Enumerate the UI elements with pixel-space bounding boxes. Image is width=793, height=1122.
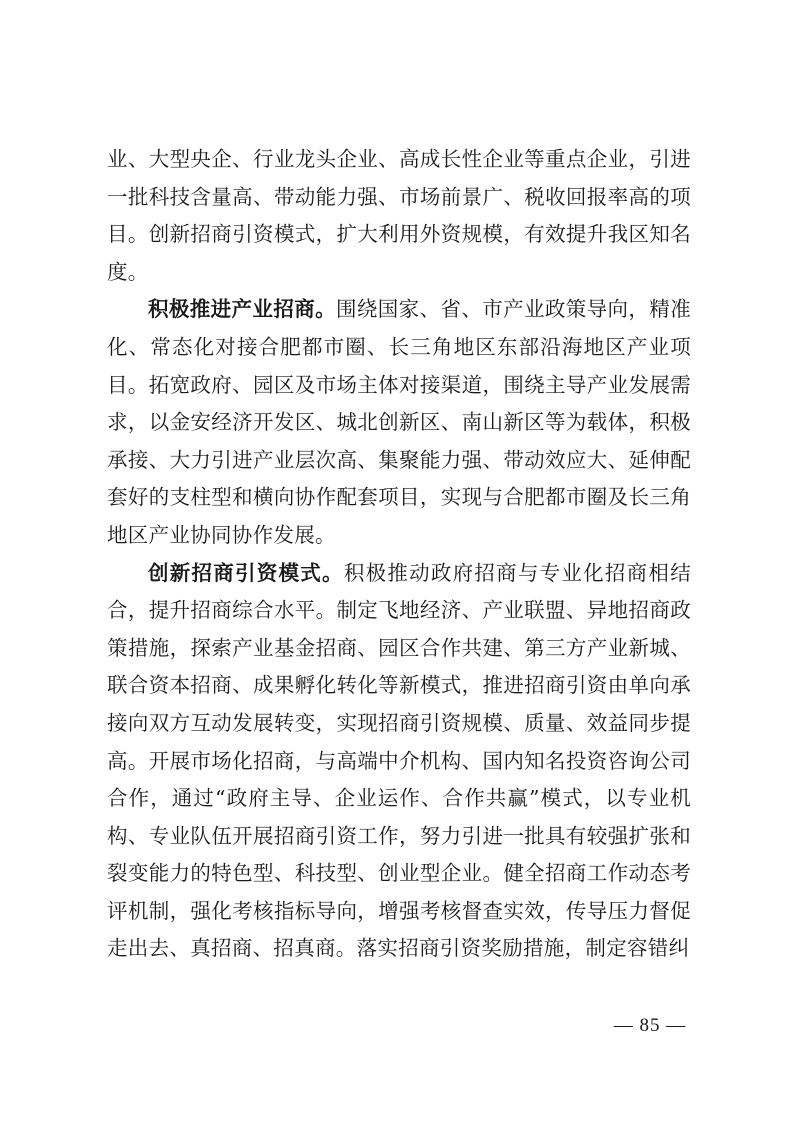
paragraph-text: 业、大型央企、行业龙头企业、高成长性企业等重点企业，引进一批科技含量高、带动能力强、市场前景广、税收回报率高的项目。创新招商引资模式，扩大利用外资规模，有效提升我区知名度。 — [107, 147, 691, 284]
paragraph-text: 积极推动政府招商与专业化招商相结合，提升招商综合水平。制定飞地经济、产业联盟、异地招商政策措施，探索产业基金招商、园区合作共建、第三方产业新城、联合资本招商、成果孵化转化等新模式，推进招商引资由单向承接向双方互动发展转变，实现招商引资规模、质量、效益同步提高。开展市场化招商，与高端中介机构、国内知名投资咨询公司合作，通过“政府主导、企业运作、合作共赢”模式，以专业机构、专业队伍开展招商引资工作，努力引进一批具有较强扩张和裂变能力的特色型、科技型、创业型企业。健全招商工作动态考评机制，强化考核指标导向，增强考核督查实效，传导压力督促走出去、真招商、招真商。落实招商引资奖励措施，制定容错纠 — [107, 560, 691, 961]
body-text — [107, 141, 691, 968]
paragraph-lead-heading: 创新招商引资模式。 — [148, 560, 344, 585]
paragraph-investment-model — [107, 555, 691, 969]
paragraph-text: 围绕国家、省、市产业政策导向，精准化、常态化对接合肥都市圈、长三角地区东部沿海地区产业项目。拓宽政府、园区及市场主体对接渠道，围绕主导产业发展需求，以金安经济开发区、城北创新区、南山新区等为载体，积极承接、大力引进产业层次高、集聚能力强、带动效应大、延伸配套好的支柱型和横向协作配套项目，实现与合肥都市圈及长三角地区产业协同协作发展。 — [107, 297, 691, 547]
paragraph-continuation — [107, 141, 691, 291]
paragraph-industry-investment — [107, 291, 691, 554]
page-number: — 85 — — [613, 1015, 687, 1036]
paragraph-lead-heading: 积极推进产业招商。 — [148, 297, 336, 322]
